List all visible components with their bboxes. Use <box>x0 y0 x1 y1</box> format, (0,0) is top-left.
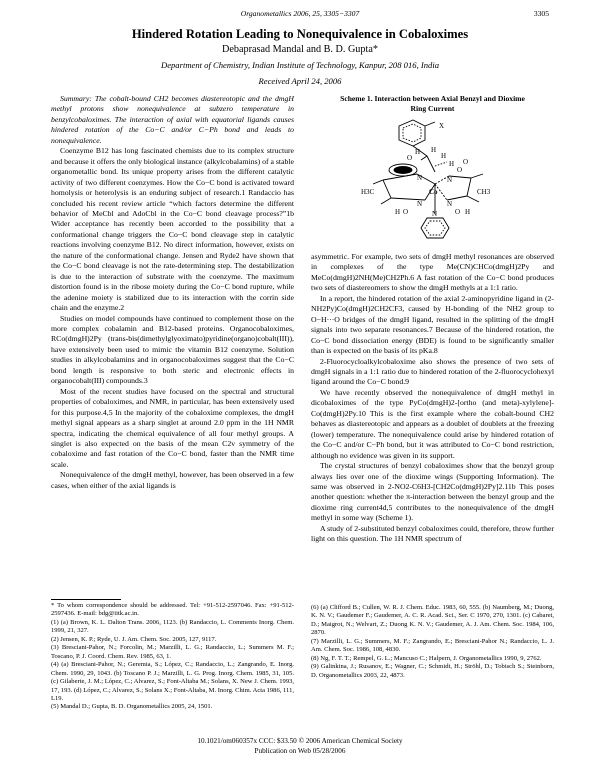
summary-text: The cobalt-bound CH2 becomes diastereotopic and the dmgH methyl protons show nonequivalence at subzero temperature in benzylcobaloximes. The interaction of axial with equatorial ligands causes hindered rotation of the Co−C and/or C−Ph bond and leads to nonequivalence. <box>51 94 295 145</box>
atom-label: O <box>457 166 463 174</box>
cobalt-label: Co <box>429 188 438 196</box>
publication-date-line: Publication on Web 05/28/2006 <box>254 747 346 755</box>
right-column <box>311 252 554 545</box>
received-date: Received April 24, 2006 <box>258 76 342 86</box>
doi-copyright-line: 10.1021/om060357x CCC: $33.50 © 2006 American Chemical Society <box>197 737 403 745</box>
correspondence-note: * To whom correspondence should be addressed. Tel: +91-512-2597046. Fax: +91-512-2597436. E-mail: bdg@iitk.ac.in. <box>51 602 294 618</box>
atom-label: O <box>407 154 413 162</box>
reference-item: (2) Jensen, K. P.; Ryde, U. J. Am. Chem. Soc. 2005, 127, 9117. <box>51 635 217 643</box>
reference-item: (8) Ng, F. T. T.; Rempel, G. L.; Mancuso C.; Halpern, J. Organometallics 1990, 9, 2762. <box>311 654 542 662</box>
reference-item: (1) (a) Brown, K. L. Dalton Trans. 2006, 1123. (b) Randaccio, L. Comments Inorg. Chem. 1999, 21, 327. <box>51 618 294 635</box>
scheme-caption-line: Ring Current <box>410 104 455 113</box>
reference-item: (3) Bresciani-Pahor, N.; Forcolin, M.; Marzilli, L. G.; Randaccio, L.; Summers M. F.; Toscano, P. J. Coord. Chem. Rev. 1985, 63, 1. <box>51 644 294 660</box>
body-paragraph: The crystal structures of benzyl cobaloximes show that the benzyl group always lies over one of the dioxime wings (Supporting Information). The same was observed in 2-NO2-C6H3-[CH2Co(dmgH)2Py]2.11b This poses another question: whether the π-interaction between the benzyl group and the dioxime ring current4d,5 contributes to the nonequivalence of the dmgH methyl in some way (Scheme 1). <box>311 461 554 523</box>
article-affiliation: Department of Chemistry, Indian Institute of Technology, Kanpur, 208 016, India <box>160 60 439 70</box>
atom-label: O <box>463 158 469 166</box>
reference-item: (9) Galinkina, J.; Rusanov, E.; Wagner, C.; Schmidt, H.; Ströhl, D.; Tobisch S.; Steinborn, D. Organometallics 2003, 22, 4873. <box>311 663 554 679</box>
atom-label: O <box>455 208 461 216</box>
body-paragraph: asymmetric. For example, two sets of dmgH methyl resonances are observed in complexes of the type Me(CN)CHCo(dmgH)2Py and MeCo(dmgH)2NH(Me)CH2Ph.6 A fast rotation of the Co−C bond produces two sets of diastereomers to show the dmgH methyls at a 1:1 ratio. <box>311 252 554 293</box>
reference-item: (4) (a) Bresciani-Pahor, N.; Geremia, S.; López, C.; Randaccio, L.; Zangrando, E. Inorg. Chem. 1990, 29, 1043. (b) Toscano P. J.; Marzilli, L. G. Prog. Inorg. Chem. 1985, 31, 105. (c) Gilaberte, J. M.; López, C.; Alvarez, S.; Font-Altaba M.; Solans, X. New J. Chem. 1993, 17, 193. (d) López, C.; Alvarez, S.; Solans X.; Font-Altaba, M. Inorg. Chim. Acta 1986, 111, L19. <box>51 661 294 702</box>
body-paragraph: We have recently observed the nonequivalence of dmgH methyl in dicobaloximes of the type PyCo(dmgH)2-[ortho (and meta)-xylylene]-Co(dmgH)2Py.10 This is the first example where the cobalt-bound CH2 behaves as diastereotopic and appears as a doublet of doublets at the freezing (lower) temperature. The nonequivalence could arise by hindered rotation of the Co−C and/or C−Ph bond, but it was attributed to Co−C bond restriction, although no evidence was given in its support. <box>311 387 554 460</box>
atom-label: H <box>465 208 471 216</box>
atom-label: N <box>417 200 423 208</box>
atom-label: H <box>431 146 437 154</box>
atom-label: X <box>439 122 445 130</box>
reference-item: (5) Mandal D.; Gupta, B. D. Organometallics 2005, 24, 1501. <box>51 703 213 711</box>
atom-label: N <box>447 176 453 184</box>
atom-label: O <box>403 208 409 216</box>
body-paragraph: In a report, the hindered rotation of the axial 2-aminopyridine ligand in (2-NH2Py)Co(dmgH)2CH2CF3, caused by H-bonding of the NH2 group to O−H···O bridges of the dmgH ligand, resulted in the splitting of the dmgH signals into two separate resonances.7 Because of the hindered rotation, the Co−C bond dissociation energy (BDE) is found to be significantly smaller than is expected on the basis of its pKa.8 <box>311 293 554 356</box>
atom-label: H <box>441 152 447 160</box>
summary-paragraph <box>51 94 294 146</box>
body-paragraph: Most of the recent studies have focused on the spectral and structural properties of cobaloximes, and NMR, in particular, has been extensively used for this purpose.4,5 In the majority of the cobaloxime complexes, the dmgH methyl signal appears as a sharp singlet at around 2.0 ppm in the 1H NMR spectra, indicating the chemical equivalence of all four methyl groups. A singlet is also expected on the basis of the mean C2v symmetry of the cobaloxime and fast rotation of the Co−C bond, faster than the NMR time scale. <box>51 386 294 469</box>
references-left <box>51 602 294 712</box>
body-paragraph: Nonequivalence of the dmgH methyl, however, has been observed in a few cases, when either of the axial ligands is <box>51 470 294 490</box>
scheme-caption-line: Scheme 1. Interaction between Axial Benzyl and Dioxime <box>340 94 525 103</box>
atom-label: H3C <box>361 188 375 196</box>
atom-label: N <box>417 174 423 182</box>
summary-label: Summary: <box>60 94 92 103</box>
atom-label: N <box>432 210 438 218</box>
scheme-figure <box>311 94 554 250</box>
footnote-divider <box>51 599 121 600</box>
body-paragraph: 2-Fluorocycloalkylcobaloxime also shows the presence of two sets of dmgH signals in a 1:1 ratio due to hindered rotation of the 2-fluorocyclohexyl ligand around the Co−C bond.9 <box>311 356 554 387</box>
atom-label: CH3 <box>477 188 491 196</box>
reference-item: (7) Marzilli, L. G.; Summers, M. F.; Zangrando, E.; Bresciani-Pahor N.; Randaccio, L. J. Am. Chem. Soc. 1986, 108, 4830. <box>311 637 554 654</box>
journal-citation: Organometallics 2006, 25, 3305−3307 <box>240 9 360 18</box>
left-column <box>51 94 294 491</box>
article-authors: Debaprasad Mandal and B. D. Gupta* <box>222 44 378 55</box>
running-head <box>0 9 600 21</box>
cobaloxime-structure-diagram <box>361 114 501 248</box>
page-number: 3305 <box>533 9 549 18</box>
body-paragraph: Studies on model compounds have continued to complement those on the more complex cobalamin and B12-based proteins. Organocobaloximes, RCo(dmgH)2Py (trans-bis(dimethylglyoximato)pyridine(organo)cobalt(III)), have extensively been used to mimic the vitamin B12 coenzyme. Solution studies in alkylcobalamins and in organocobaloximes suggest that the Co−C bond length is responsive to both steric and electronic effects in organocobalt(III) compounds.3 <box>51 313 294 386</box>
article-title: Hindered Rotation Leading to Nonequivalence in Cobaloximes <box>131 27 469 41</box>
scheme-caption <box>311 94 554 114</box>
atom-label: N <box>447 200 453 208</box>
references-right <box>311 604 554 680</box>
atom-label: H <box>395 208 401 216</box>
body-paragraph: Coenzyme B12 has long fascinated chemists due to its complex structure and because it offers the only biological instance (alkylcobalamins) of a stable organometallic bond. Its unique property arises from the different catalytic activity of two different coenzymes. How the Co−C bond is activated toward homolysis or heterolysis is an enduring subject of research.1 Randaccio has concluded his recent review article “which factors determine the different behavior of MeCbl and AdoCbl in the Co−C bond cleavage process?”1b Wider acceptance has recently been accorded to the possibility that a conformational change triggers the Co−C bond cleavage step in catalytic reactions involving coenzyme B12. No direct information, however, exists on the nature of the conformational change. Jensen and Ryde2 have shown that the Co−C bond cleavage is not the rate-determining step. The destabilization is due to the interaction of substrate with the coenzyme. The maximum distortion found is in the ribose moiety during the Co−C bond rupture, while the adenine moiety is stabilized due to its interaction with the corrin side chain and the enzyme.2 <box>51 146 294 313</box>
reference-item: (6) (a) Clifford B.; Cullen, W. R. J. Chem. Educ. 1983, 60, 555. (b) Naumberg, M.; Duong, K. N. V.; Gaudemer F.; Gaudemer, A. C. R. Acad. Sci., Ser. C 1970, 270, 1301. (c) Cabaret, D.; Maigrot, N.; Welvart, Z.; Duong K. N. V.; Gaudemer, A. J. Am. Chem. Soc. 1984, 106, 2870. <box>311 604 554 637</box>
atom-label: H <box>415 148 421 156</box>
body-paragraph: A study of 2-substituted benzyl cobaloximes could, therefore, throw further light on this question. The 1H NMR spectrum of <box>311 523 554 544</box>
atom-label: H <box>449 160 455 168</box>
